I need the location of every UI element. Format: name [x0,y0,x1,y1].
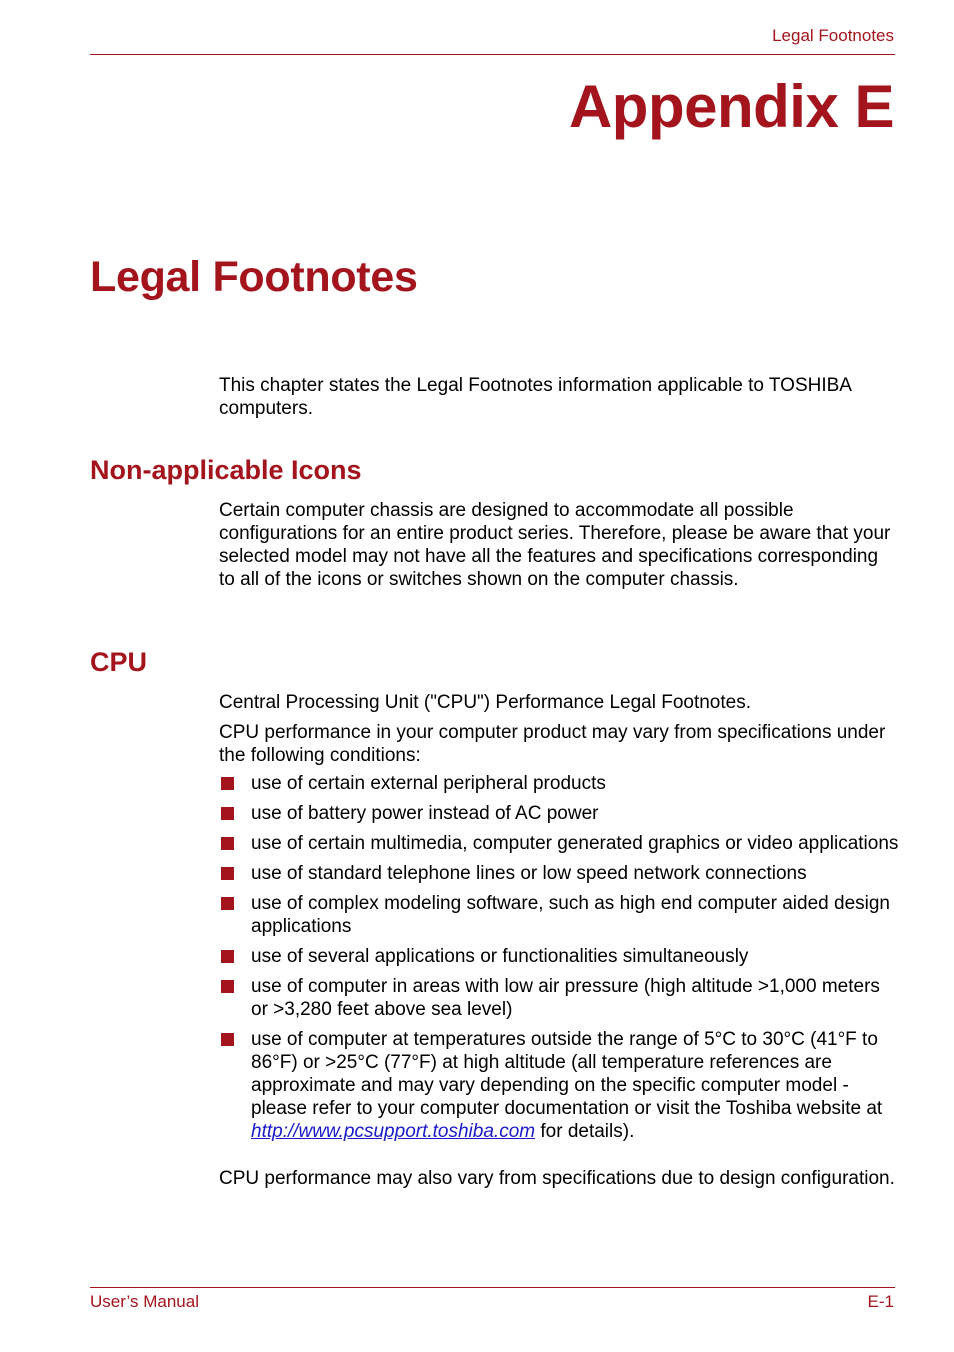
list-item [219,892,899,938]
footer-rule [90,1287,895,1288]
running-header: Legal Footnotes [772,26,894,45]
section-heading-cpu: CPU [90,647,148,677]
header-rule [90,54,895,55]
cpu-closing-paragraph: CPU performance may also vary from specifications due to design configuration. [219,1168,895,1189]
list-item [219,945,899,968]
square-bullet-icon [221,807,234,820]
square-bullet-icon [221,897,234,910]
cpu-conditions-list [219,772,899,1150]
cpu-intro-paragraph: Central Processing Unit ("CPU") Performance Legal Footnotes. [219,692,751,713]
list-item-text: use of several applications or functionalities simultaneously [251,946,749,967]
square-bullet-icon [221,950,234,963]
intro-paragraph: This chapter states the Legal Footnotes information applicable to TOSHIBA computers. [219,375,851,419]
list-item [219,832,899,855]
section-heading-non-applicable: Non-applicable Icons [90,455,362,485]
chapter-title: Legal Footnotes [90,253,418,301]
list-item [219,772,899,795]
cpu-conditions-paragraph: CPU performance in your computer product may vary from specifications under the following conditions: [219,722,886,766]
toshiba-support-link[interactable]: http://www.pcsupport.toshiba.com [251,1121,536,1142]
list-item [219,862,899,885]
list-item [219,975,899,1021]
footer-manual-title: User’s Manual [90,1292,199,1311]
list-item-text: use of certain external peripheral products [251,773,606,794]
non-applicable-paragraph: Certain computer chassis are designed to accommodate all possible configurations for an entire product series. Therefore, please be aware that your selected model may not have all the features and specifications corresponding to all of the icons or switches shown on the computer chassis. [219,500,891,590]
page-number: E-1 [867,1292,894,1311]
list-item [219,1028,899,1143]
list-item-text-end: for details). [535,1121,635,1142]
square-bullet-icon [221,980,234,993]
square-bullet-icon [221,867,234,880]
square-bullet-icon [221,777,234,790]
list-item-text: use of standard telephone lines or low speed network connections [251,863,807,884]
square-bullet-icon [221,837,234,850]
list-item-text: use of battery power instead of AC power [251,803,599,824]
list-item-text: use of computer at temperatures outside the range of 5°C to 30°C (41°F to 86°F) or >25°C (77°F) at high altitude (all temperature references are approximate and may vary depending on the specific computer model - please refer to your computer documentation or visit the Toshiba website at [251,1029,883,1119]
appendix-title: Appendix E [568,73,894,140]
list-item-text: use of computer in areas with low air pressure (high altitude >1,000 meters or >3,280 feet above sea level) [251,976,880,1020]
list-item-text: use of certain multimedia, computer generated graphics or video applications [251,833,899,854]
list-item-text: use of complex modeling software, such as high end computer aided design applications [251,893,890,937]
square-bullet-icon [221,1033,234,1046]
list-item [219,802,899,825]
